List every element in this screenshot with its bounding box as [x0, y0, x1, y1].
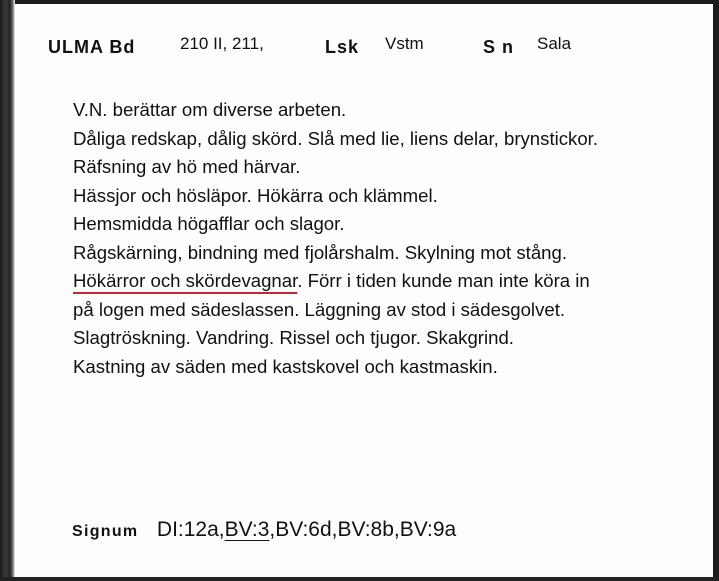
description-line: Rågskärning, bindning med fjolårshalm. Skylning mot stång.: [73, 241, 568, 263]
sn-label: S n: [483, 37, 515, 57]
description-line: Slagtröskning. Vandring. Rissel och tjugor. Skakgrind.: [73, 327, 514, 348]
description-line: [73, 267, 713, 296]
signum-value: [157, 518, 456, 542]
card-border-left: [0, 0, 15, 581]
description-line: V.N. berättar om diverse arbeten.: [73, 99, 347, 120]
ulma-label: ULMA Bd: [48, 37, 136, 57]
lsk-label: Lsk: [325, 37, 360, 57]
underlined-phrase: Hökärror och skördevagnar: [73, 270, 298, 291]
description-line-rest: . Förr i tiden kunde man inte köra in: [297, 270, 590, 291]
description-line: Hässjor och hösläpor. Hökärra och klämmel.: [73, 184, 438, 206]
card-border-top: [0, 0, 719, 4]
signum-row: [72, 518, 456, 542]
description-line: på logen med sädeslassen. Läggning av stod i sädesgolvet.: [73, 298, 566, 320]
sn-value: Sala: [537, 34, 572, 53]
signum-part: DI:12a,: [156, 518, 225, 541]
description-line: Hemsmidda högafflar och slagor.: [73, 213, 345, 234]
signum-part: ,BV:6d,BV:8b,BV:9a: [269, 518, 457, 541]
description-line: Räfsning av hö med härvar.: [73, 156, 301, 177]
card-border-bottom: [0, 577, 719, 581]
signum-label: Signum: [72, 523, 139, 540]
signum-underlined-code: BV:3: [224, 518, 270, 541]
description-line: Kastning av säden med kastskovel och kastmaskin.: [73, 355, 498, 377]
ulma-value: 210 II, 211,: [180, 34, 264, 53]
description-line: Dåliga redskap, dålig skörd. Slå med lie, liens delar, brynstickor.: [73, 127, 599, 149]
card-border-right: [713, 0, 719, 581]
lsk-value: Vstm: [385, 34, 424, 53]
card-description: [73, 96, 713, 381]
